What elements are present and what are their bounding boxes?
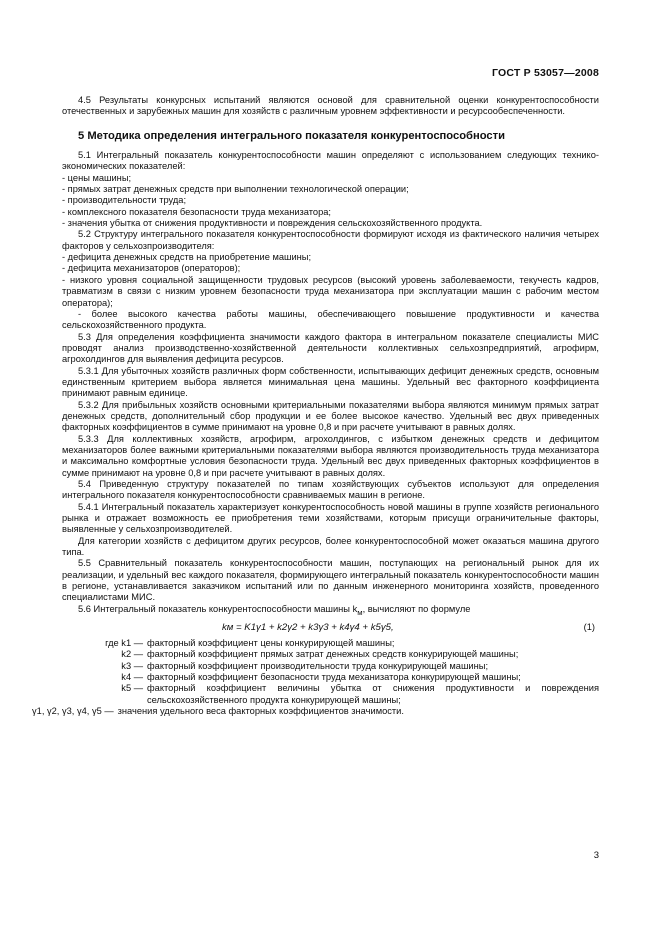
definition-k3 bbox=[62, 661, 599, 672]
list-item: - дефицита механизаторов (операторов); bbox=[62, 263, 241, 274]
list-item: - производительности труда; bbox=[62, 195, 187, 206]
paragraph-4-5: 4.5 Результаты конкурсных испытаний являются основой для сравнительной оценки конкурентоспособности отечественных и зарубежных машин для хозяйств с различным уровнем эффективности и ресурсообеспеченности. bbox=[62, 95, 599, 117]
paragraph-5-6-sub: м bbox=[357, 607, 363, 617]
definition-text: значения удельного веса факторных коэффициентов значимости. bbox=[117, 706, 404, 717]
paragraph-5-6-text: 5.6 Интегральный показатель конкурентоспособности машины k bbox=[78, 603, 358, 614]
definition-text: факторный коэффициент величины убытка от снижения продуктивности и повреждения сельскохозяйственного продукта конкурирующей машины; bbox=[147, 683, 599, 705]
document-body bbox=[32, 95, 599, 717]
paragraph-5-4-1-b: Для категории хозяйств с дефицитом других ресурсов, более конкурентоспособной может оказаться машина другого типа. bbox=[62, 535, 599, 558]
definition-text: факторный коэффициент прямых затрат денежных средств конкурирующей машины; bbox=[147, 649, 519, 660]
definition-k1 bbox=[62, 638, 599, 649]
definition-label: где k1 — bbox=[105, 637, 143, 648]
definition-text: факторный коэффициент безопасности труда механизатора конкурирующей машины; bbox=[147, 672, 521, 683]
definition-k5 bbox=[62, 683, 599, 706]
definition-text: факторный коэффициент цены конкурирующей машины; bbox=[147, 637, 395, 648]
section-5-title: 5 Методика определения интегрального показателя конкурентоспособности bbox=[78, 129, 505, 142]
paragraph-5-4: 5.4 Приведенную структуру показателей по типам хозяйствующих субъектов используют для определения интегрального показателя конкурентоспособности сравниваемых машин в регионе. bbox=[62, 479, 599, 501]
paragraph-5-2: 5.2 Структуру интегрального показателя конкурентоспособности формируют исходя из фактического наличия четырех факторов у сельхозпроизводителя: bbox=[62, 229, 599, 251]
list-item: - более высокого качества работы машины, обеспечивающего повышение продуктивности и качества сельскохозяйственного продукта. bbox=[62, 308, 599, 331]
paragraph-5-5: 5.5 Сравнительный показатель конкурентоспособности машин, поступающих на региональный рынок для их реализации, и удельный вес каждого показателя, формирующего интегральный показатель конкурентоспособности машин в регионе, устанавливается заказчиком испытаний или по данным инженерного мониторинга хозяйств, проведенного специалистами МИС. bbox=[62, 558, 599, 603]
definition-label: γ1, γ2, γ3, γ4, γ5 — bbox=[32, 706, 114, 717]
paragraph-5-6 bbox=[62, 604, 599, 618]
definition-label: k4 — bbox=[121, 672, 143, 683]
definition-label: k3 — bbox=[121, 660, 143, 671]
definition-k2 bbox=[62, 649, 599, 660]
definition-gamma bbox=[32, 706, 599, 717]
paragraph-5-3: 5.3 Для определения коэффициента значимости каждого фактора в интегральном показателе специалисты МИС проводят анализ производственно-хозяйственной деятельности коллективных сельхозпредприятий, агрофирм, агрохолдингов для выявления дефицита ресурсов. bbox=[62, 331, 599, 365]
paragraph-5-6-end: , вычисляют по формуле bbox=[362, 603, 471, 614]
formula-number: (1) bbox=[583, 621, 595, 632]
definition-label: k5 — bbox=[121, 683, 143, 694]
list-item: - дефицита денежных средств на приобретение машины; bbox=[62, 252, 312, 263]
definition-k4 bbox=[62, 672, 599, 683]
document-code: ГОСТ Р 53057—2008 bbox=[491, 67, 599, 79]
list-item: - значения убытка от снижения продуктивности и повреждения сельскохозяйственного продукта. bbox=[62, 218, 483, 229]
list-item: - комплексного показателя безопасности труда механизатора; bbox=[62, 206, 332, 217]
paragraph-5-1: 5.1 Интегральный показатель конкурентоспособности машин определяют с использованием следующих технико-экономических показателей: bbox=[62, 150, 599, 172]
formula-1 bbox=[62, 620, 599, 636]
page-number: 3 bbox=[593, 850, 599, 861]
paragraph-5-3-2: 5.3.2 Для прибыльных хозяйств основными критериальными показателями выбора являются минимум прямых затрат денежных средств, дополнительный сбор продукции и ее более высокое качество. Удельный вес двух приведенных факторных коэффициентов в сумме принимают на уровне 0,8 и при расчете учитывают в равных долях. bbox=[62, 399, 599, 433]
formula-expression: kм = K1γ1 + k2γ2 + k3γ3 + k4γ4 + k5γ5, bbox=[222, 621, 394, 633]
list-item: - низкого уровня социальной защищенности трудовых ресурсов (высокий уровень заболеваемости, текучесть кадров, травматизм в связи с низким уровнем безопасности труда механизатора при эксплуатации машин с рабочим местом оператора); bbox=[62, 274, 599, 308]
paragraph-5-4-1: 5.4.1 Интегральный показатель характеризует конкурентоспособность новой машины в группе хозяйств регионального рынка и отражает возможность ее приобретения теми хозяйствами, которым присущи ограничительные факторы, выявленные у сельхозпроизводителей. bbox=[62, 501, 599, 535]
list-item: - прямых затрат денежных средств при выполнении технологической операции; bbox=[62, 184, 409, 195]
definition-text: факторный коэффициент производительности труда конкурирующей машины; bbox=[147, 660, 489, 671]
paragraph-5-3-3: 5.3.3 Для коллективных хозяйств, агрофирм, агрохолдингов, с избытком денежных средств и дефицитом механизаторов более важными критериальными показателями выбора являются производительность труда механизатора и максимально комфортные условия безопасности труда. Удельный вес двух приведенных факторных коэффициентов в сумме принимают на уровне 0,8 и при расчете учитывают в равных долях. bbox=[62, 433, 599, 478]
list-item: - цены машины; bbox=[62, 172, 132, 183]
definition-label: k2 — bbox=[121, 649, 143, 660]
paragraph-5-3-1: 5.3.1 Для убыточных хозяйств различных форм собственности, испытывающих дефицит денежных средств, основным единственным критерием выбора является минимальная цена машины. Удельный вес факторного коэффициента принимают равным единице. bbox=[62, 365, 599, 399]
